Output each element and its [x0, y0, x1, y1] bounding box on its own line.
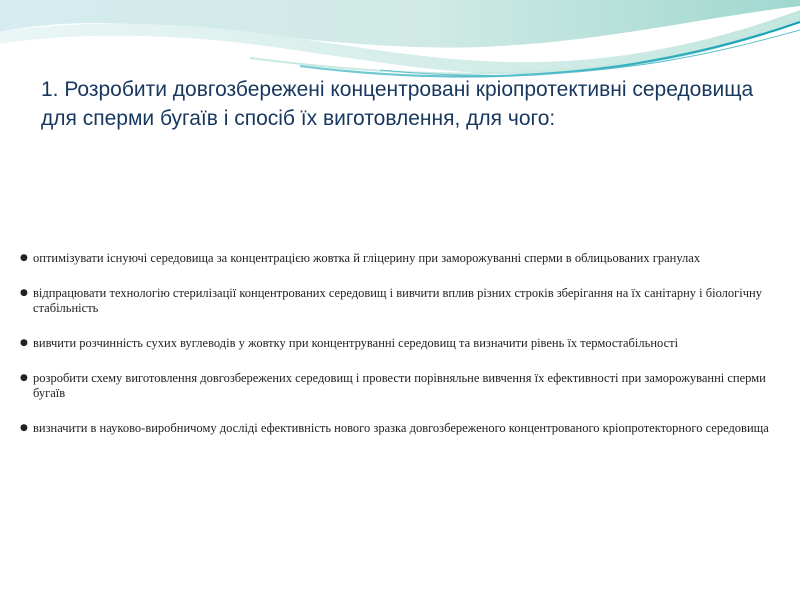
bullet-icon: ●	[20, 288, 28, 298]
bullet-text: вивчити розчинність сухих вуглеводів у жовтку при концентруванні середовищ та визначити рівень їх термостабільності	[33, 336, 679, 350]
bullet-item	[20, 371, 796, 401]
bullet-icon: ●	[20, 373, 28, 383]
bullet-item	[20, 336, 796, 351]
bullet-item	[20, 421, 796, 436]
bullet-list	[20, 251, 796, 436]
bullet-text: відпрацювати технологію стерилізації концентрованих середовищ і вивчити вплив різних строків зберігання на їх санітарну і біологічну стабільність	[33, 286, 762, 315]
bullet-text: оптимізувати існуючі середовища за концентрацією жовтка й гліцерину при заморожуванні сперми в облицьованих гранулах	[33, 251, 701, 265]
bullet-icon: ●	[20, 253, 28, 263]
bullet-text: визначити в науково-виробничому досліді ефективність нового зразка довгозбереженого концентрованого кріопротекторного середовища	[33, 421, 769, 435]
slide-title: 1. Розробити довгозбережені концентровані кріопротективні середовища для сперми бугаїв і спосіб їх виготовлення, для чого:	[41, 78, 754, 130]
bullet-item	[20, 251, 796, 266]
bullet-icon: ●	[20, 338, 28, 348]
bullet-text: розробити схему виготовлення довгозбережених середовищ і провести порівняльне вивчення їх ефективності при заморожуванні сперми бугаїв	[33, 371, 766, 400]
bullet-icon: ●	[20, 423, 28, 433]
bullet-item	[20, 286, 796, 316]
